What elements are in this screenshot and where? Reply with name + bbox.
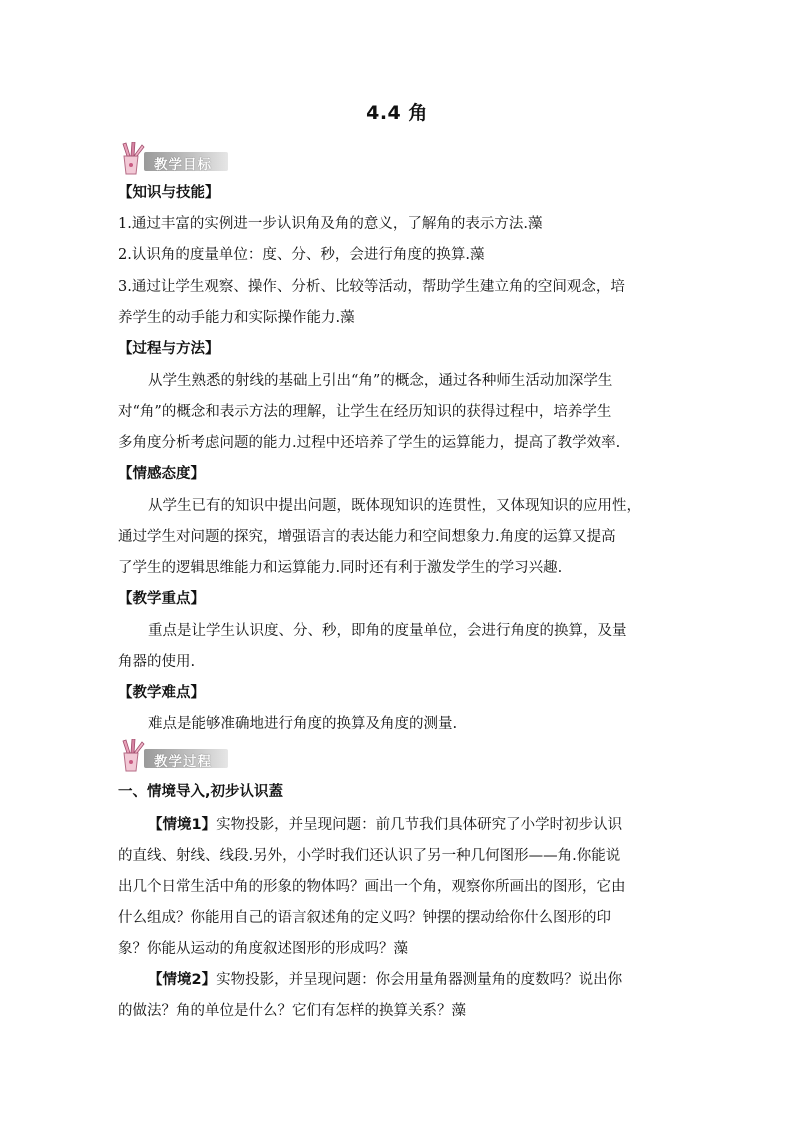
key-line-1: 重点是让学生认识度、分、秒，即角的度量单位，会进行角度的换算，及量 [148,623,627,639]
scenario-1-line-1 [148,815,708,835]
banner-band [144,152,228,171]
difficulty-line-1: 难点是能够准确地进行角度的换算及角度的测量. [148,716,458,732]
banner-band [144,749,228,768]
scenario-1-text: 实物投影，并呈现问题：前几节我们具体研究了小学时初步认识 [216,817,623,833]
scenario-2-text: 实物投影，并呈现问题：你会用量角器测量角的度数吗？说出你 [216,972,623,988]
scenario-2-line-1 [148,970,708,990]
scenario-2-line-2: 的做法？角的单位是什么？它们有怎样的换算关系？藻 [118,1003,466,1019]
method-line-3: 多角度分析考虑问题的能力.过程中还培养了学生的运算能力，提高了教学效率. [118,435,621,451]
section-heading-1: 一、情境导入,初步认识蓋 [118,784,284,800]
method-line-1: 从学生熟悉的射线的基础上引出“角”的概念，通过各种师生活动加深学生 [148,373,613,389]
banner-label: 教学目标 [154,157,212,173]
attitude-line-2: 通过学生对问题的探究，增强语言的表达能力和空间想象力.角度的运算又提高 [118,529,616,545]
heading-attitude: 【情感态度】 [118,466,205,482]
objective-item-3-line-1: 3.通过让学生观察、操作、分析、比较等活动，帮助学生建立角的空间观念，培 [118,279,625,295]
attitude-line-1: 从学生已有的知识中提出问题，既体现知识的连贯性，又体现知识的应用性， [148,498,641,514]
heading-key-points: 【教学重点】 [118,591,205,607]
objective-item-2: 2.认识角的度量单位：度、分、秒，会进行角度的换算.藻 [118,247,485,263]
key-line-2: 角器的使用. [118,654,196,670]
banner-label: 教学过程 [154,754,212,770]
heading-method: 【过程与方法】 [118,341,220,357]
attitude-line-3: 了学生的逻辑思维能力和运算能力.同时还有利于激发学生的学习兴趣. [118,560,563,576]
page-title: 4.4 角 [366,102,428,124]
method-line-2: 对“角”的概念和表示方法的理解，让学生在经历知识的获得过程中，培养学生 [118,404,612,420]
objective-item-1: 1.通过丰富的实例进一步认识角及角的意义，了解角的表示方法.藻 [118,216,543,232]
scenario-1-label: 【情境1】 [148,817,217,833]
scenario-1-line-3: 出几个日常生活中角的形象的物体吗？画出一个角，观察你所画出的图形，它由 [118,879,626,895]
section-banner-process [118,743,230,771]
scenario-2-label: 【情境2】 [148,972,217,988]
scenario-1-line-4: 什么组成？你能用自己的语言叙述角的定义吗？钟摆的摆动给你什么图形的印 [118,910,611,926]
objective-item-3-line-2: 养学生的动手能力和实际操作能力.藻 [118,310,355,326]
heading-difficulty: 【教学难点】 [118,685,205,701]
scenario-1-line-5: 象？你能从运动的角度叙述图形的形成吗？藻 [118,941,408,957]
section-banner-objectives [118,146,230,174]
heading-knowledge: 【知识与技能】 [118,185,220,201]
scenario-1-line-2: 的直线、射线、线段.另外，小学时我们还认识了另一种几何图形——角.你能说 [118,848,621,864]
